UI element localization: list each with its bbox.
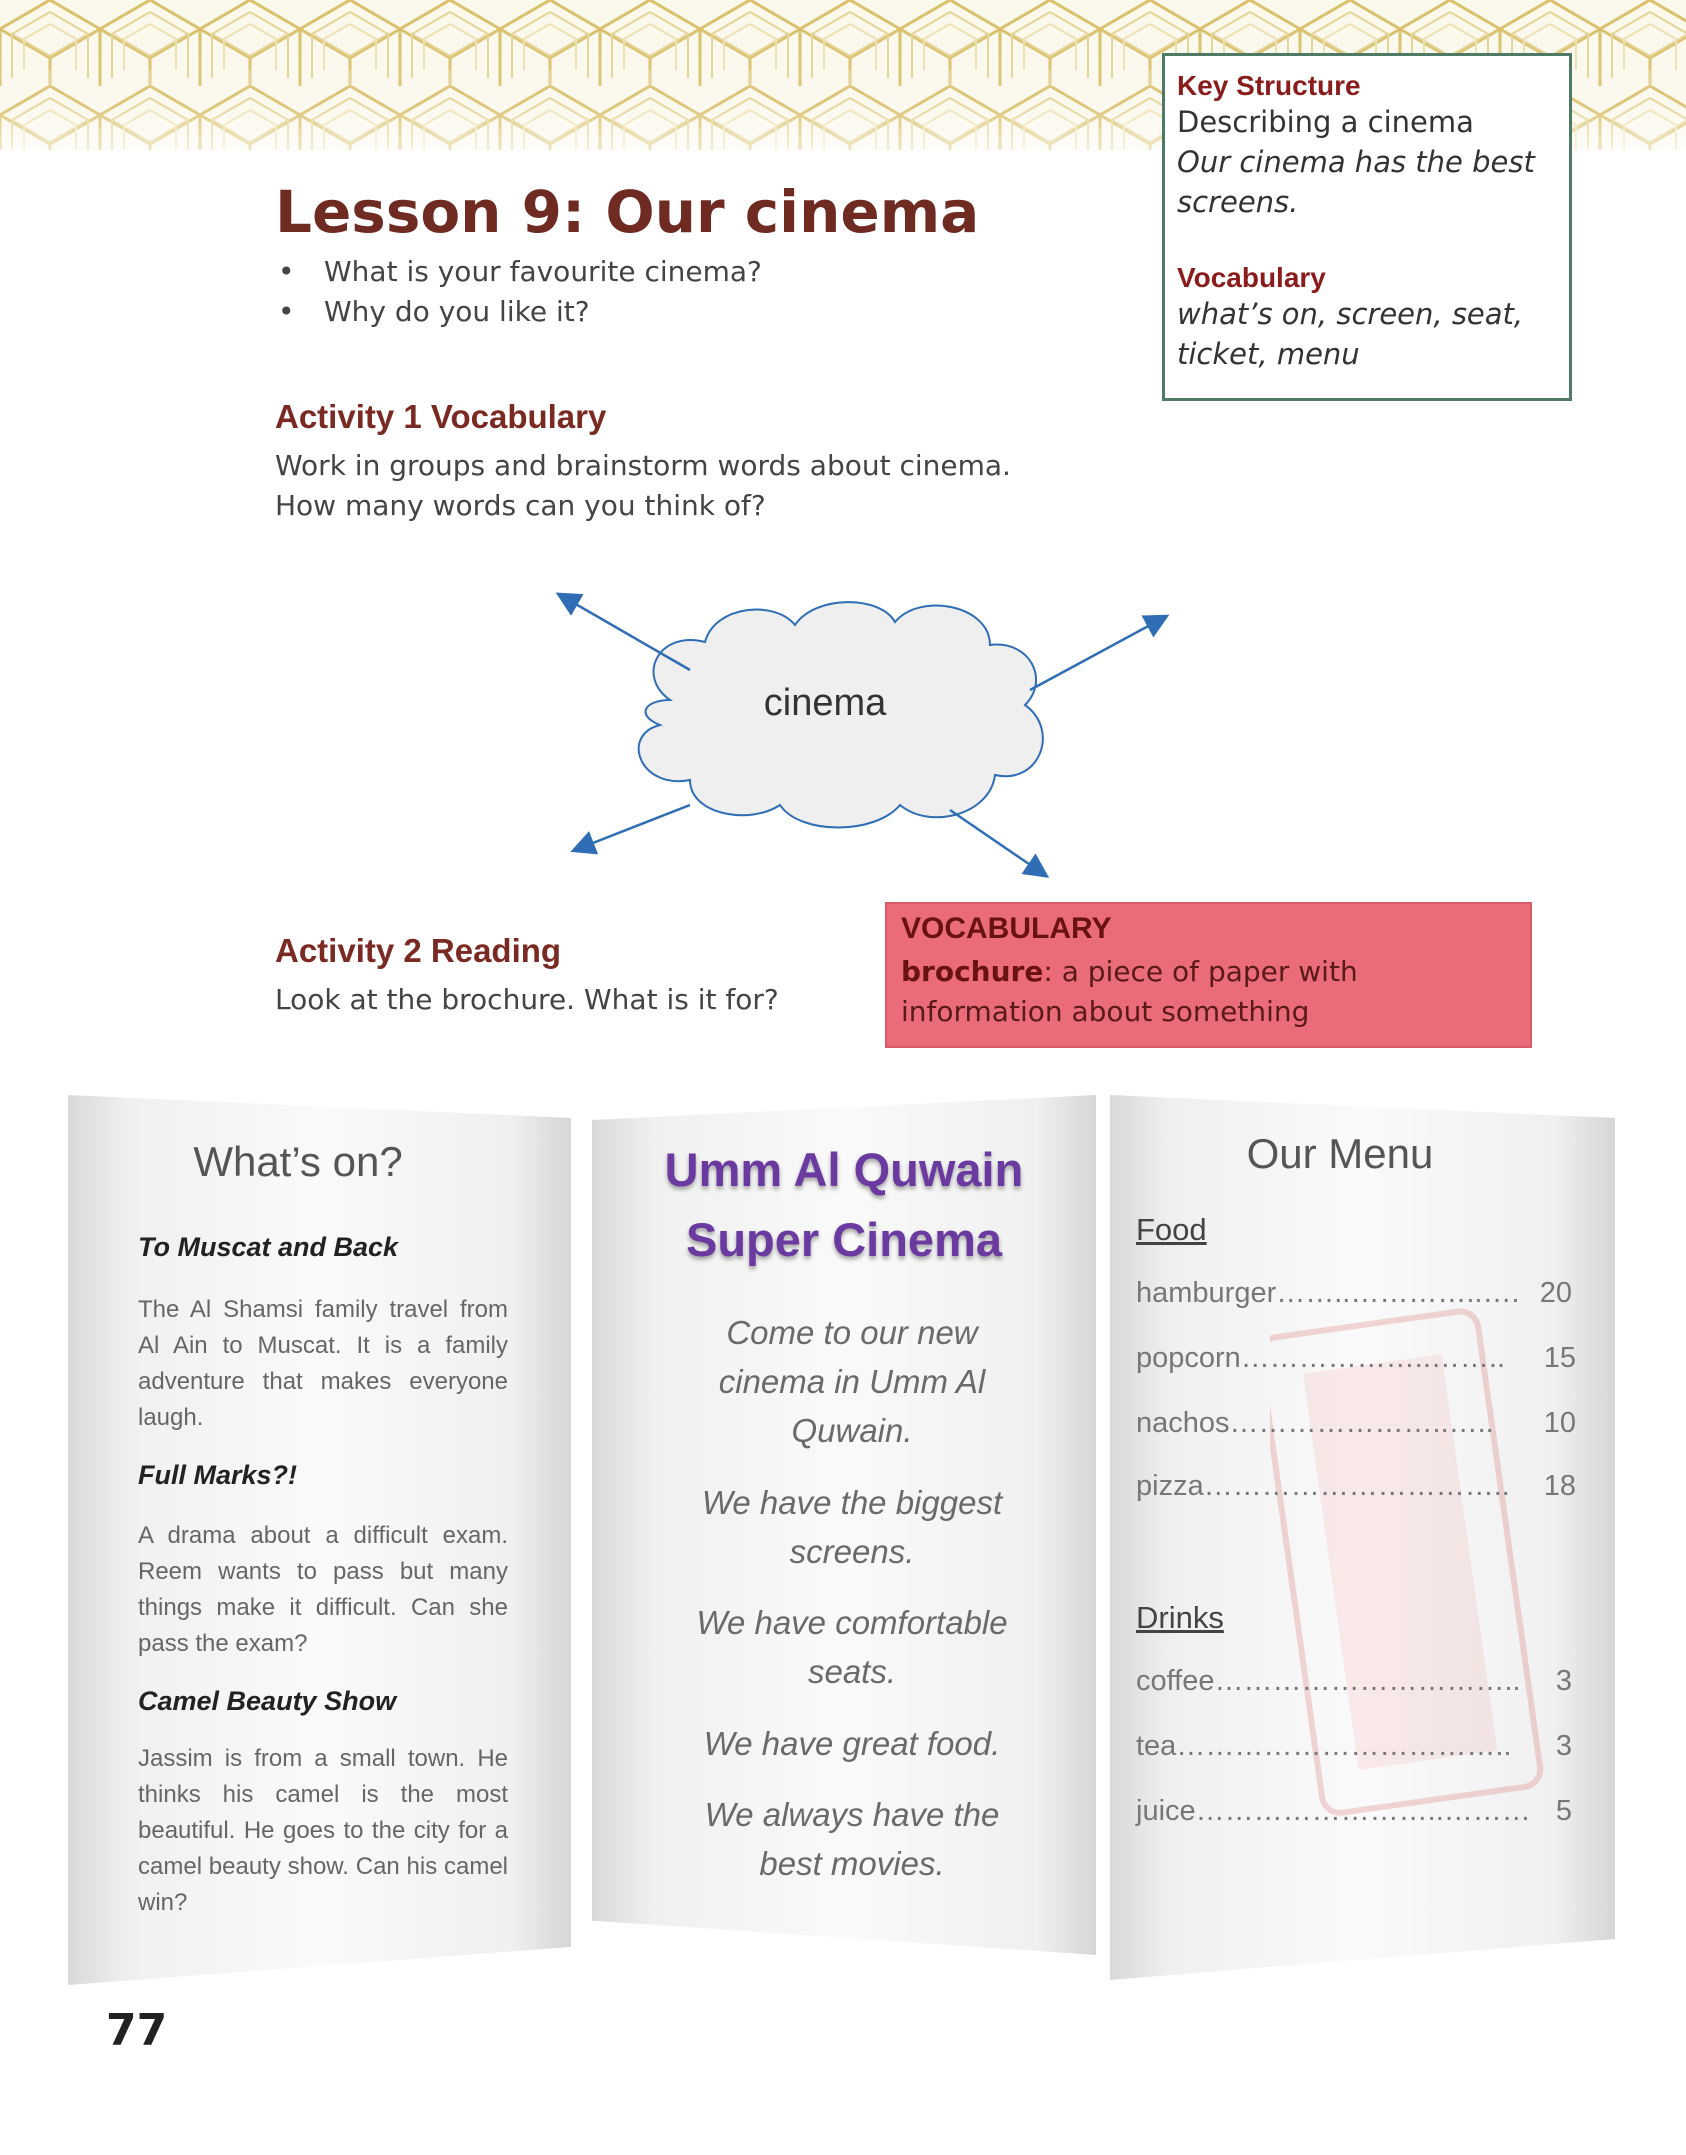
activity-2-question: Look at the brochure. What is it for? — [275, 983, 779, 1016]
brochure-line: We have the biggest screens. — [701, 1484, 1003, 1570]
vocabulary-definition — [901, 952, 1516, 1032]
movie-description: A drama about a difficult exam. Reem wants to pass but many things make it difficult. Can she pass the exam? — [138, 1522, 508, 1657]
warmup-questions — [300, 252, 762, 332]
menu-item-name: hamburger……..…………..…. — [1136, 1277, 1520, 1309]
menu-item-price: 18 — [1543, 1470, 1576, 1502]
mind-map-arrow — [560, 595, 690, 670]
question-item: • Why do you like it? — [300, 292, 762, 332]
brochure-line: We have great food. — [703, 1725, 1001, 1762]
menu-item-price: 20 — [1539, 1277, 1572, 1309]
menu-item-name: popcorn………………..…….. — [1136, 1342, 1506, 1374]
activity-2-heading: Activity 2 Reading — [275, 932, 562, 969]
menu-item-price: 15 — [1543, 1342, 1576, 1374]
cinema-name-line2: Super Cinema — [685, 1213, 1003, 1266]
question-item: • What is your favourite cinema? — [300, 252, 762, 292]
cinema-name-line1: Umm Al Quwain — [664, 1143, 1024, 1196]
activity-1-instruction: Work in groups and brainstorm words about cinema. — [275, 449, 1011, 482]
mind-map — [540, 580, 1180, 890]
drinks-heading: Drinks — [1136, 1600, 1224, 1635]
mind-map-arrow — [950, 810, 1045, 875]
vocabulary-heading: Vocabulary — [1177, 262, 1326, 293]
whats-on-heading: What’s on? — [193, 1138, 403, 1185]
menu-item-name: tea…………………………….. — [1136, 1730, 1512, 1762]
menu-item-name: coffee………………………….. — [1136, 1665, 1521, 1697]
mind-map-arrow — [575, 805, 690, 850]
cinema-name — [592, 1135, 1096, 1275]
movie-title: Full Marks?! — [138, 1460, 298, 1490]
menu-item-price: 3 — [1555, 1730, 1572, 1762]
key-structure-text: Describing a cinema — [1177, 105, 1474, 139]
brochure-line: We always have the best movies. — [704, 1796, 1000, 1882]
menu-item — [1136, 1470, 1576, 1503]
movie-description: Jassim is from a small town. He thinks his camel is the most beautiful. He goes to the city for a camel beauty show. Can his camel win? — [138, 1745, 508, 1916]
vocabulary-definition-text: : a piece of paper with information about something — [901, 955, 1358, 1028]
activity-1-heading: Activity 1 Vocabulary — [275, 398, 607, 435]
mind-map-center-word: cinema — [763, 682, 887, 724]
menu-item — [1136, 1277, 1572, 1310]
menu-item — [1136, 1795, 1572, 1828]
menu-item-name: nachos…………………..….. — [1136, 1407, 1494, 1439]
menu-item-price: 5 — [1555, 1795, 1572, 1827]
vocabulary-box-heading: VOCABULARY — [901, 912, 1112, 945]
menu-item-price: 10 — [1543, 1407, 1576, 1439]
menu-item — [1136, 1342, 1576, 1375]
menu-item — [1136, 1407, 1576, 1440]
movie-description: The Al Shamsi family travel from Al Ain to Muscat. It is a family adventure that makes everyone laugh. — [138, 1296, 508, 1431]
key-structure-example: Our cinema has the best screens. — [1177, 145, 1535, 219]
menu-item — [1136, 1665, 1572, 1698]
brochure-line: We have comfortable seats. — [696, 1604, 1008, 1690]
menu-item — [1136, 1730, 1572, 1763]
menu-item-price: 3 — [1555, 1665, 1572, 1697]
vocabulary-term: brochure — [901, 955, 1044, 988]
menu-item-name: juice……………………..……… — [1136, 1795, 1531, 1827]
movie-title: To Muscat and Back — [138, 1232, 399, 1262]
vocabulary-list: what’s on, screen, seat, ticket, menu — [1177, 297, 1524, 371]
brochure-line: Come to our new cinema in Umm Al Quwain. — [718, 1314, 986, 1449]
lesson-title: Lesson 9: Our cinema — [275, 178, 980, 246]
activity-1-question: How many words can you think of? — [275, 489, 766, 522]
key-structure-heading: Key Structure — [1177, 70, 1361, 101]
menu-heading: Our Menu — [1246, 1130, 1434, 1177]
food-heading: Food — [1136, 1212, 1207, 1247]
menu-item-name: pizza………………………….. — [1136, 1470, 1510, 1502]
key-structure-box — [1162, 53, 1572, 401]
page-number: 77 — [106, 2005, 168, 2056]
vocabulary-box — [885, 902, 1532, 1048]
mind-map-arrow — [1030, 617, 1165, 690]
movie-title: Camel Beauty Show — [138, 1686, 397, 1716]
